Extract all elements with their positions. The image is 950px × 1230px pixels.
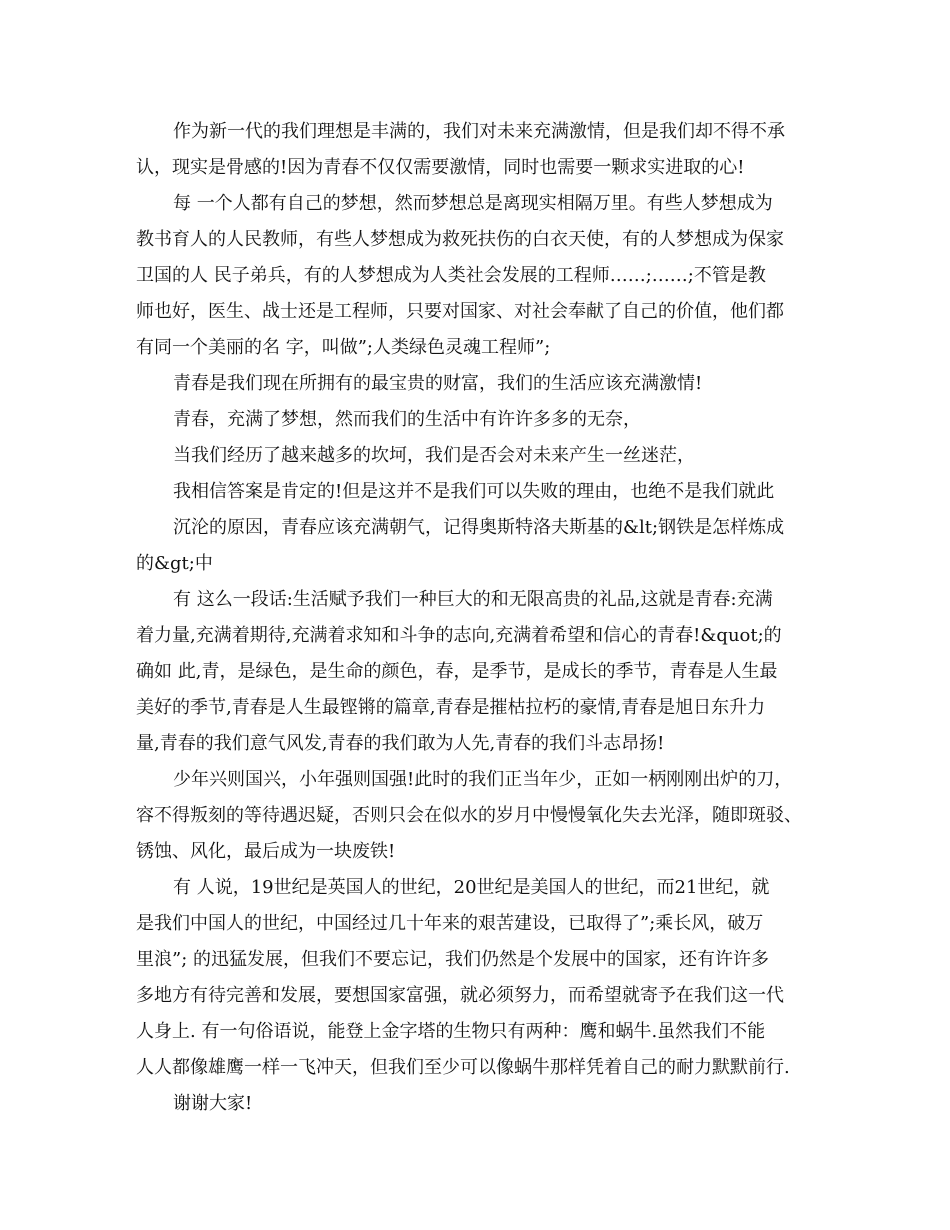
closing-line: 谢谢大家! [173, 1093, 253, 1114]
paragraph-7-line-2: 着力量,充满着期待,充满着求知和斗争的志向,充满着希望和信心的青春!&quot;的 [136, 625, 782, 646]
paragraph-9-line-6: 人人都像雄鹰一样一飞冲天，但我们至少可以像蜗牛那样凭着自己的耐力默默前行. [136, 1057, 790, 1078]
paragraph-1-line-2: 认，现实是骨感的!因为青春不仅仅需要激情，同时也需要一颗求实进取的心! [136, 157, 745, 178]
paragraph-2-line-5: 有同一个美丽的名 字，叫做”;人类绿色灵魂工程师”; [136, 337, 551, 358]
paragraph-6-line-3: 的&gt;中 [136, 553, 213, 574]
paragraph-8-line-1: 少年兴则国兴，小年强则国强!此时的我们正当年少，正如一柄刚刚出炉的刀， [173, 769, 793, 790]
paragraph-7-line-3: 确如 此,青，是绿色，是生命的颜色，春，是季节，是成长的季节，青春是人生最 [136, 661, 778, 682]
paragraph-8-line-2: 容不得叛刻的等待遇迟疑，否则只会在似水的岁月中慢慢氧化失去光泽，随即斑驳、 [136, 805, 802, 826]
paragraph-9-line-4: 多地方有待完善和发展，要想国家富强，就必须努力，而希望就寄予在我们这一代 [136, 985, 784, 1006]
paragraph-9-line-2: 是我们中国人的世纪，中国经过几十年来的艰苦建设，已取得了”;乘长风，破万 [136, 913, 764, 934]
paragraph-1-line-1: 作为新一代的我们理想是丰满的，我们对未来充满激情，但是我们却不得不承 [173, 121, 785, 142]
paragraph-9-line-3: 里浪”; 的迅猛发展，但我们不要忘记，我们仍然是个发展中的国家，还有许许多 [136, 949, 769, 970]
paragraph-2-line-3: 卫国的人 民子弟兵，有的人梦想成为人类社会发展的工程师……;……;不管是教 [136, 265, 766, 286]
paragraph-3-line-1: 青春是我们现在所拥有的最宝贵的财富，我们的生活应该充满激情! [173, 373, 703, 394]
paragraph-2-line-2: 教书育人的人民教师，有些人梦想成为救死扶伤的白衣天使，有的人梦想成为保家 [136, 229, 784, 250]
paragraph-7-line-1: 有 这么一段话:生活赋予我们一种巨大的和无限高贵的礼品,这就是青春:充满 [173, 589, 773, 610]
paragraph-9-line-5: 人身上. 有一句俗语说，能登上金字塔的生物只有两种：鹰和蜗牛.虽然我们不能 [136, 1021, 766, 1042]
paragraph-5-line-1: 当我们经历了越来越多的坎坷，我们是否会对未来产生一丝迷茫， [173, 445, 695, 466]
paragraph-6-line-2: 沉沦的原因，青春应该充满朝气，记得奥斯特洛夫斯基的&lt;钢铁是怎样炼成 [173, 517, 785, 538]
paragraph-8-line-3: 锈蚀、风化，最后成为一块废铁! [136, 841, 396, 862]
paragraph-4-line-1: 青春，充满了梦想，然而我们的生活中有许许多多的无奈， [173, 409, 641, 430]
paragraph-6-line-1: 我相信答案是肯定的!但是这并不是我们可以失败的理由，也绝不是我们就此 [173, 481, 775, 502]
paragraph-2-line-4: 师也好，医生、战士还是工程师，只要对国家、对社会奉献了自己的价值，他们都 [136, 301, 784, 322]
paragraph-9-line-1: 有 人说，19世纪是英国人的世纪，20世纪是美国人的世纪，而21世纪，就 [173, 877, 770, 898]
paragraph-7-line-5: 量,青春的我们意气风发,青春的我们敢为人先,青春的我们斗志昂扬! [136, 733, 665, 754]
paragraph-7-line-4: 美好的季节,青春是人生最铿锵的篇章,青春是摧枯拉朽的豪情,青春是旭日东升力 [136, 697, 766, 718]
paragraph-2-line-1: 每 一个人都有自己的梦想，然而梦想总是离现实相隔万里。有些人梦想成为 [173, 193, 773, 214]
